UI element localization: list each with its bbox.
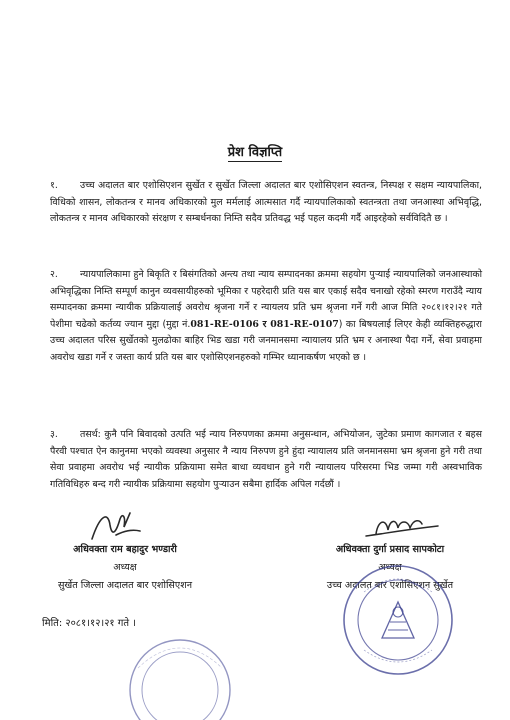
paragraph-number: ३. <box>50 429 58 440</box>
paragraph-text: तसर्थ: कुनै पनि बिवादको उत्पति भई न्याय निरुपणका क्रममा अनुसन्धान, अभियोजन, जुटेका प्रमाण कागजात र बहस पैरवी पश्चात ऐन कानुनमा भएको व्यवस्था अनुसार नै न्याय निरुपण हुने हुंदा न्यायालय प्रति जनमानसमा भ्रम श्रृजना हुने गरी तथा सेवा प्रवाहमा अवरोध भई न्यायीक प्रक्रियामा समेत बाधा व्यवधान हुने गरी न्यायालय परिसरमा भिड जम्मा गरी अस्वभाविक गतिविधिहरु बन्द गरी न्यायीक प्रक्रियामा सहयोग पुऱ्याउन सबैमा हार्दिक अपिल गर्दछौं । <box>50 429 482 490</box>
signatory-org: सुर्खेत जिल्ला अदालत बार एशोसिएशन <box>57 580 193 591</box>
paragraph-text-cont: ) का बिषयलाई लिएर केही व्यक्तिहरुद्धारा उच्च अदालत परिस सुर्खेतको मुलढोका बाहिर भिड खडा गरी जनमानसमा न्यायालय प्रति भ्रम र अनास्था पैदा गर्ने, सेवा प्रवाहमा अवरोध खडा गर्ने र जस्ता कार्य प्रति यस बार एशोसिएशनहरुको गम्भिर ध्यानाकर्षण भएको छ । <box>50 318 482 363</box>
signatory-left <box>40 541 210 595</box>
signatory-name: अधिवक्ता दुर्गा प्रसाद सापकोटा <box>335 544 445 555</box>
signatory-role: अध्यक्ष <box>113 562 137 573</box>
paragraph-3 <box>50 427 482 493</box>
signatory-name: अधिवक्ता राम बहादुर भण्डारी <box>73 544 177 555</box>
case-numbers: 081-RE-0106 र 081-RE-0107 <box>190 318 339 330</box>
document-title <box>0 142 510 160</box>
signature-right <box>362 512 442 544</box>
signatory-org: उच्च अदालत बार एशोसिएशन सुर्खेत <box>326 580 454 591</box>
seal-left-stamp <box>120 628 250 720</box>
paragraph-number: २. <box>50 269 58 280</box>
signatory-role: अध्यक्ष <box>378 562 402 573</box>
paragraph-text: उच्च अदालत बार एशोसिएशन सुर्खेत र सुर्खेत जिल्ला अदालत बार एशोसिएशन स्वतन्त्र, निस्पक्ष र सक्षम न्यायपालिका, विधिको शासन, लोकतन्त्र र मानव अधिकारको मुल मर्मलाई आत्मसात गर्दै न्यायपालिकाको स्वतन्त्रता तथा जनआस्था अभिवृद्धि, लोकतन्त्र र मानव अधिकारको संरक्षण र सम्बर्धनका निम्ति सदैव प्रतिवद्ध भई पहल कदमी गर्दै आइरहेको सर्वविदितै छ । <box>50 180 482 225</box>
paragraph-2 <box>50 267 482 367</box>
paragraph-text: न्यायपालिकामा हुने बिकृति र बिसंगतिको अन्त्य तथा न्याय सम्पादनका क्रममा सहयोग पुऱ्याई न्यायपालिको जनआस्थाको अभिवृद्धिका निम्ति सम्पूर्ण कानुन व्यवसायीहरुको भूमिका र पहरेदारी प्रति यस बार एकाई सदैव चनाखो रहेको स्मरण गराउँदै न्याय सम्पादनका क्रममा न्यायीक प्रक्रियालाई अवरोध श्रृजना गर्ने र न्यायलय प्रति भ्रम श्रृजना गर्ने गरी आज मिति २०८१।१२।२१ गते पेशीमा चढेको कर्तव्य ज्यान मुद्दा (मुद्दा नं. <box>50 269 482 330</box>
paragraph-1 <box>50 178 482 228</box>
date-line: मिति: २०८१।१२।२१ गते । <box>42 618 137 629</box>
paragraph-number: १. <box>50 180 58 191</box>
title-text: प्रेश विज्ञप्ति <box>227 145 283 160</box>
seal-right-stamp <box>338 560 458 680</box>
